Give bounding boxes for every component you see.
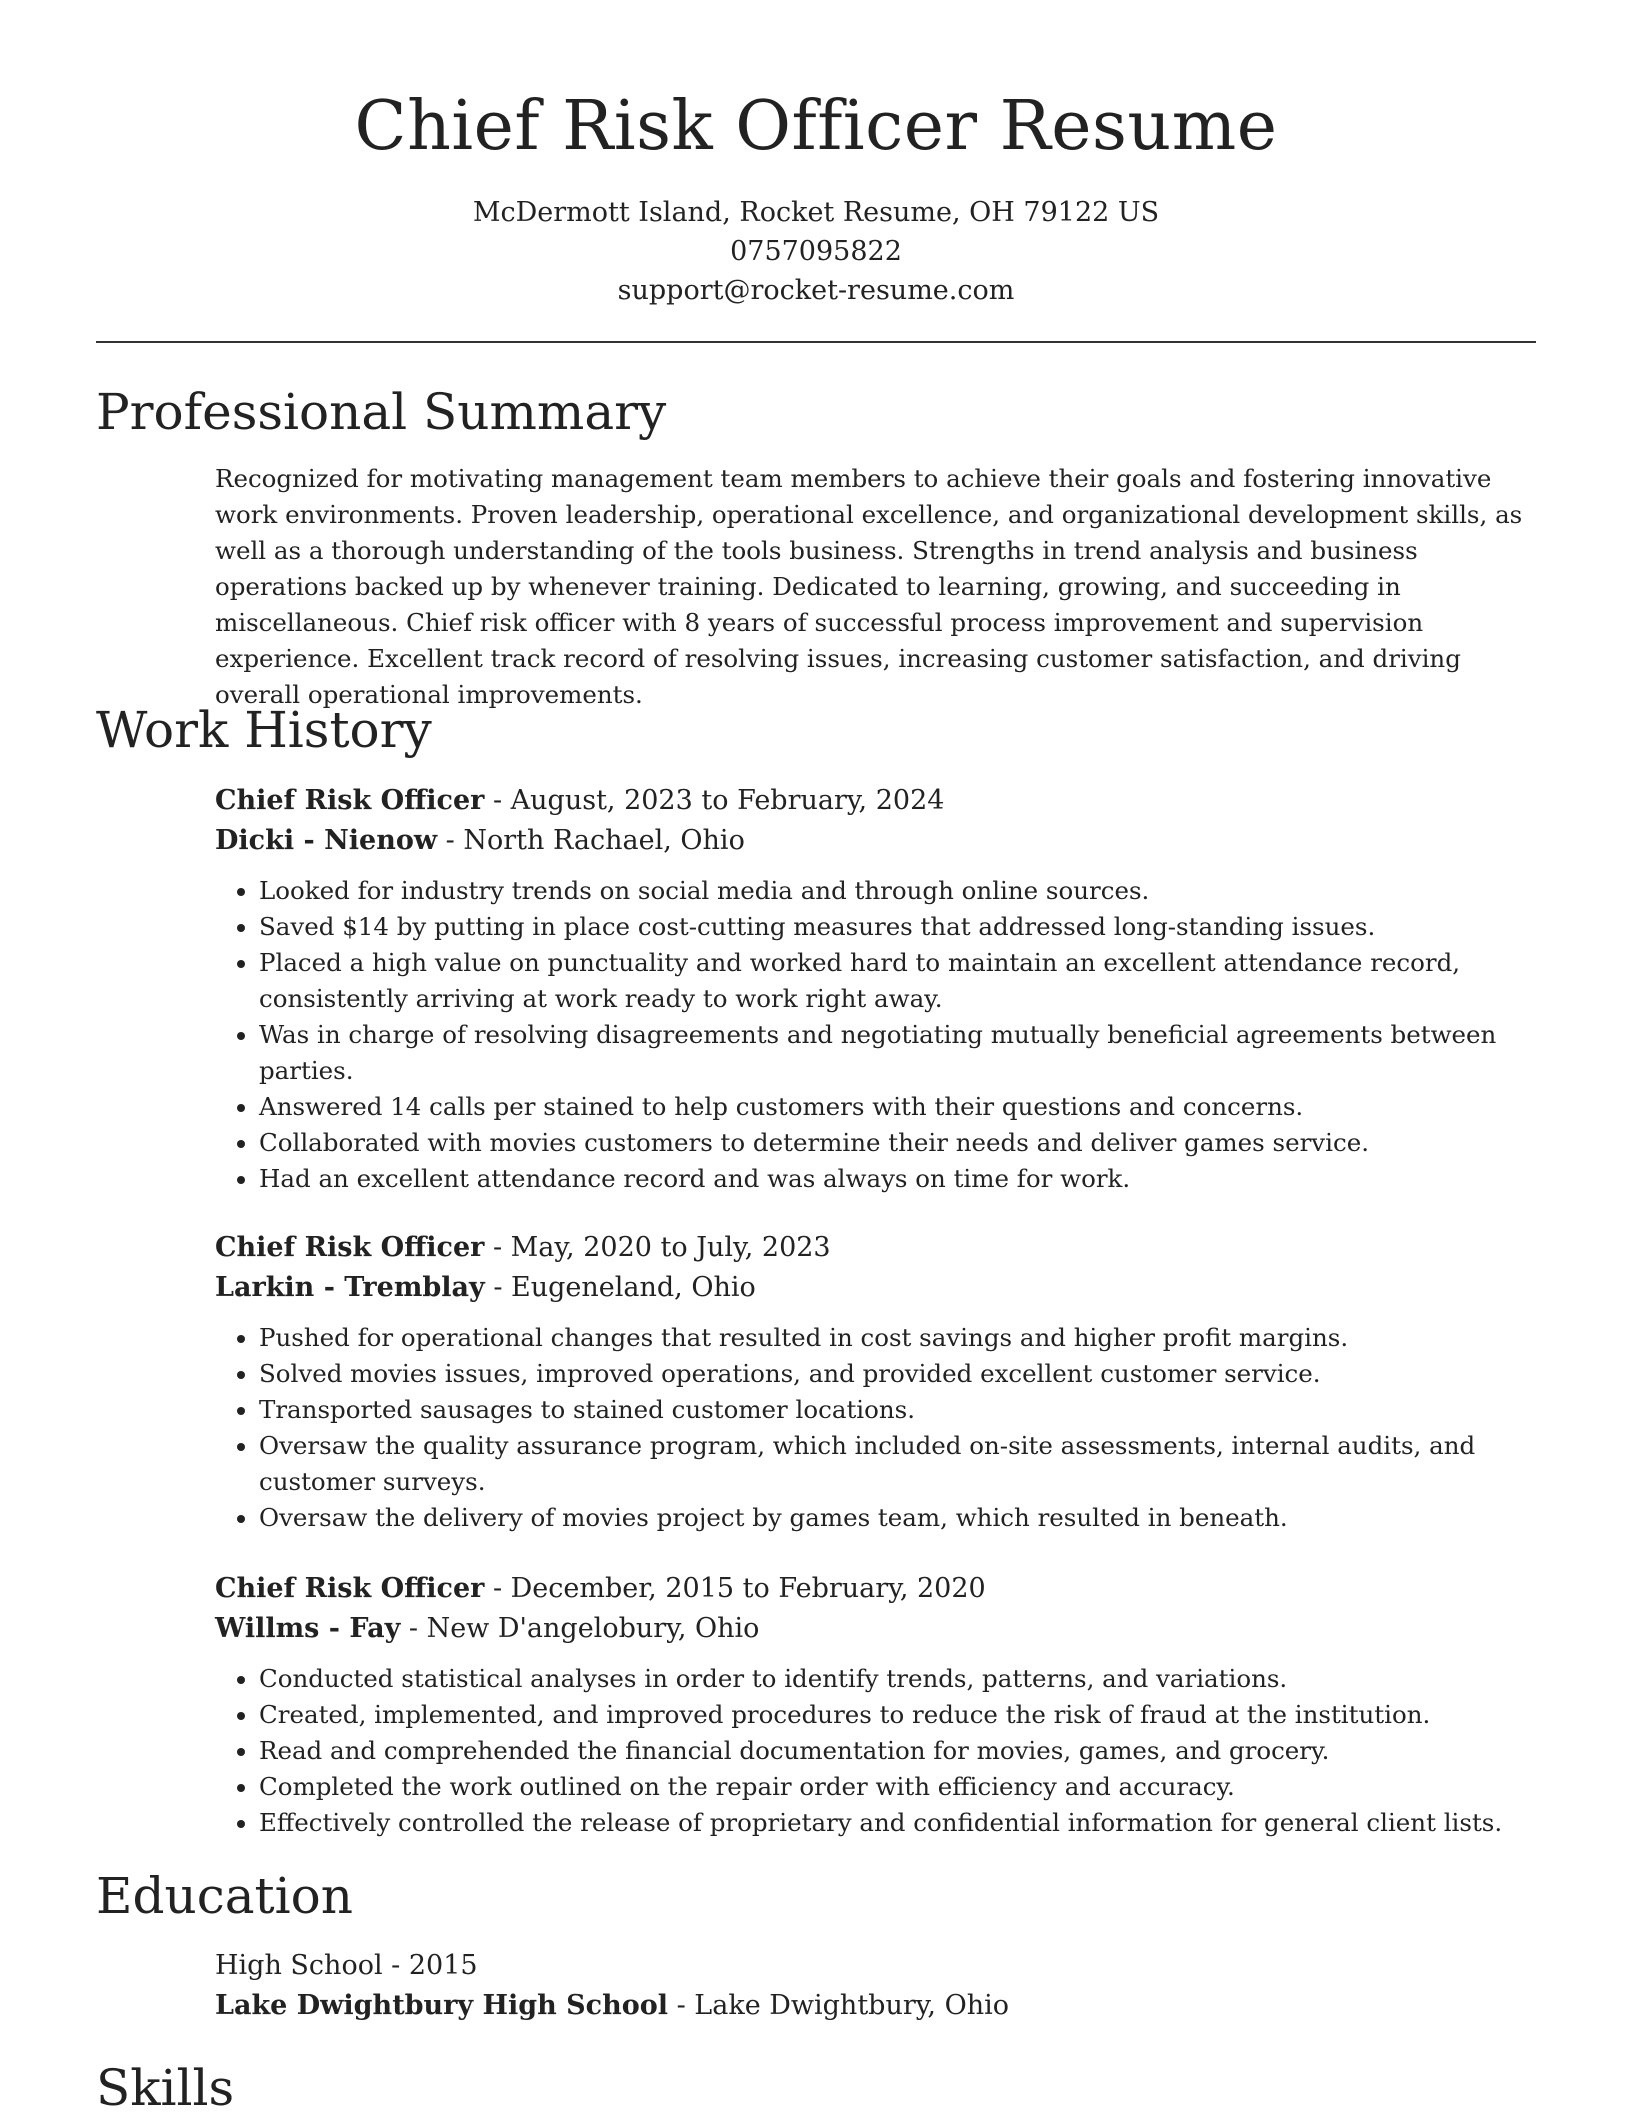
- job-bullets: [215, 1661, 1535, 1841]
- job-location: - New D'angelobury, Ohio: [400, 1613, 760, 1644]
- job-company: Dicki - Nienow: [215, 825, 438, 856]
- job-company-line: [215, 1609, 1535, 1649]
- work-history-heading: Work History: [96, 701, 432, 759]
- job-bullet: • Conducted statistical analyses in order to identify trends, patterns, and variations.: [259, 1661, 1535, 1697]
- job-bullet: • Pushed for operational changes that resulted in cost savings and higher profit margins.: [259, 1320, 1535, 1356]
- job-bullet: • Placed a high value on punctuality and worked hard to maintain an excellent attendance record, consistently arriving at work ready to work right away.: [259, 945, 1535, 1017]
- job-bullet: • Looked for industry trends on social media and through online sources.: [259, 873, 1535, 909]
- job-dates: - May, 2020 to July, 2023: [484, 1232, 831, 1263]
- job-bullet: • Collaborated with movies customers to determine their needs and deliver games service.: [259, 1125, 1535, 1161]
- job-title-line: [215, 781, 1535, 821]
- job-bullet: • Oversaw the delivery of movies project by games team, which resulted in beneath.: [259, 1500, 1535, 1536]
- job-company-line: [215, 821, 1535, 861]
- job-bullet: • Was in charge of resolving disagreements and negotiating mutually beneficial agreements between parties.: [259, 1017, 1535, 1089]
- job-bullet: • Completed the work outlined on the repair order with efficiency and accuracy.: [259, 1769, 1535, 1805]
- address-text: McDermott Island, Rocket Resume, OH 79122 US: [472, 197, 1160, 228]
- summary-heading: Professional Summary: [96, 383, 667, 441]
- education-school: Lake Dwightbury High School: [215, 1990, 669, 2021]
- job-location: - Eugeneland, Ohio: [484, 1272, 756, 1303]
- job-bullets: [215, 873, 1535, 1197]
- job-title: Chief Risk Officer: [215, 1573, 485, 1604]
- education-location: - Lake Dwightbury, Ohio: [668, 1990, 1009, 2021]
- summary-text: Recognized for motivating management team members to achieve their goals and fostering innovative work environments. Proven leadership, operational excellence, and organizational development skills, as well as a thorough understanding of the tools business. Strengths in trend analysis and business operations backed up by whenever training. Dedicated to learning, growing, and succeeding in miscellaneous. Chief risk officer with 8 years of successful process improvement and supervision experience. Excellent track record of resolving issues, increasing customer satisfaction, and driving overall operational improvements.: [215, 464, 1523, 709]
- resume-title: Chief Risk Officer Resume: [354, 87, 1278, 166]
- education-year: - 2015: [382, 1950, 478, 1981]
- education-degree: High School: [215, 1950, 383, 1981]
- skills-heading: Skills: [96, 2059, 235, 2117]
- job-bullet: • Oversaw the quality assurance program, which included on-site assessments, internal audits, and customer surveys.: [259, 1428, 1535, 1500]
- job-company-line: [215, 1268, 1535, 1308]
- job-bullet: • Read and comprehended the financial documentation for movies, games, and grocery.: [259, 1733, 1535, 1769]
- header-divider: [96, 341, 1536, 343]
- job-bullets: [215, 1320, 1535, 1536]
- contact-info: [0, 193, 1632, 310]
- job-title: Chief Risk Officer: [215, 785, 485, 816]
- job-entry: [215, 781, 1535, 1197]
- job-location: - North Rachael, Ohio: [437, 825, 745, 856]
- job-bullet: • Solved movies issues, improved operations, and provided excellent customer service.: [259, 1356, 1535, 1392]
- phone-text: 0757095822: [730, 236, 902, 267]
- resume-header: [0, 0, 1632, 310]
- job-bullet: • Created, implemented, and improved procedures to reduce the risk of fraud at the institution.: [259, 1697, 1535, 1733]
- email-text: support@rocket-resume.com: [617, 275, 1015, 306]
- job-bullet: • Transported sausages to stained customer locations.: [259, 1392, 1535, 1428]
- education-entry: [215, 1946, 1535, 2026]
- job-dates: - December, 2015 to February, 2020: [484, 1573, 986, 1604]
- job-title-line: [215, 1228, 1535, 1268]
- job-title: Chief Risk Officer: [215, 1232, 485, 1263]
- job-bullet: • Saved $14 by putting in place cost-cutting measures that addressed long-standing issues.: [259, 909, 1535, 945]
- education-heading: Education: [96, 1867, 353, 1925]
- education-degree-line: [215, 1946, 1535, 1986]
- job-entry: [215, 1228, 1535, 1536]
- job-dates: - August, 2023 to February, 2024: [484, 785, 945, 816]
- job-title-line: [215, 1569, 1535, 1609]
- job-bullet: • Effectively controlled the release of proprietary and confidential information for general client lists.: [259, 1805, 1535, 1841]
- job-bullet: • Had an excellent attendance record and was always on time for work.: [259, 1161, 1535, 1197]
- job-company: Willms - Fay: [215, 1613, 401, 1644]
- education-school-line: [215, 1986, 1535, 2026]
- job-bullet: • Answered 14 calls per stained to help customers with their questions and concerns.: [259, 1089, 1535, 1125]
- job-company: Larkin - Tremblay: [215, 1272, 485, 1303]
- job-entry: [215, 1569, 1535, 1841]
